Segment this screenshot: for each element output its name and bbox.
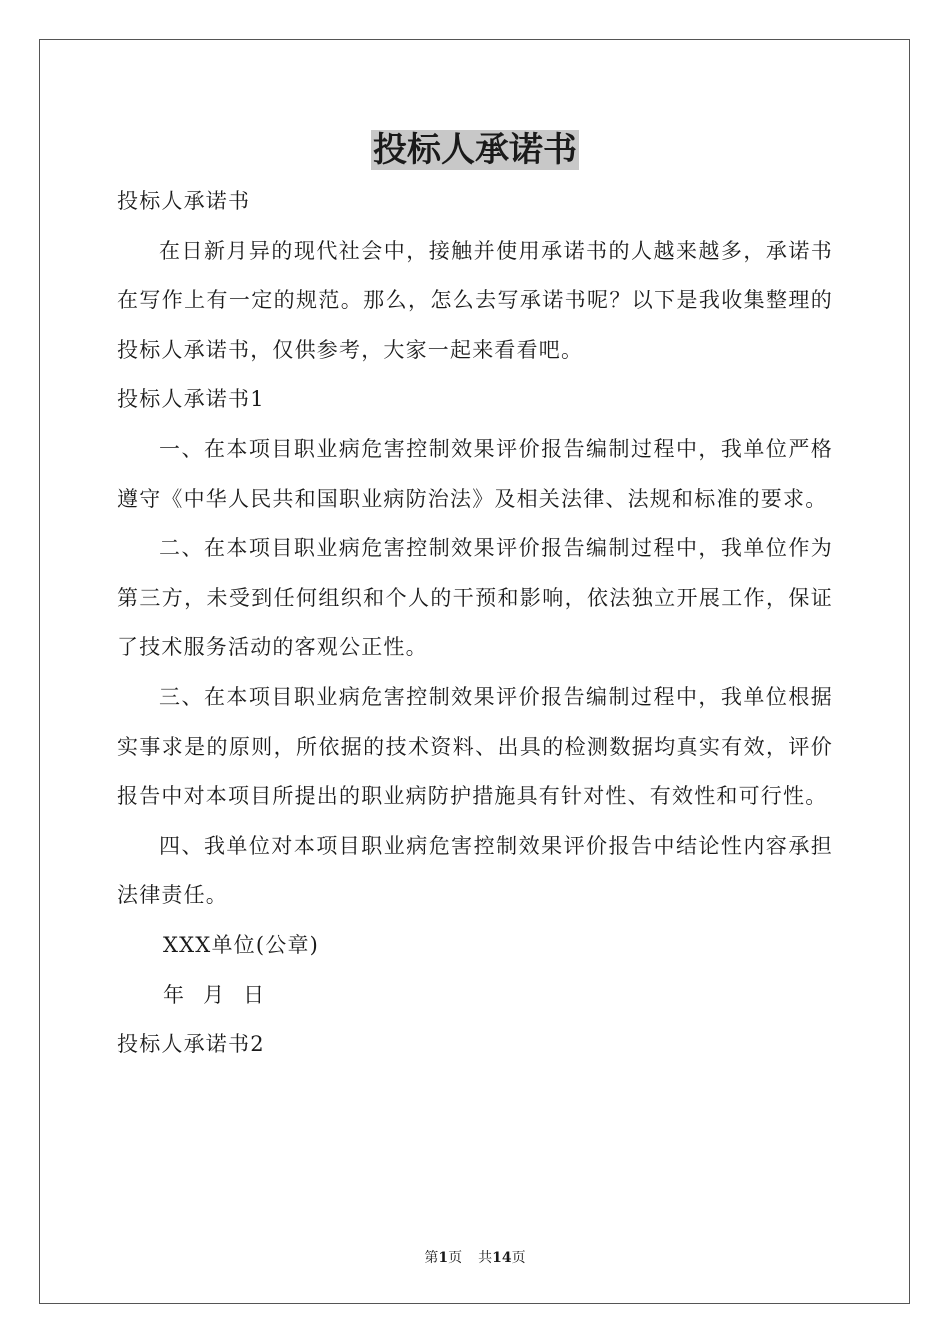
commitment-item-1: 一、在本项目职业病危害控制效果评价报告编制过程中，我单位严格遵守《中华人民共和国职业病防治法》及相关法律、法规和标准的要求。 [117,436,833,511]
document-title-text: 投标人承诺书 [373,130,577,170]
document-title [0,128,950,172]
intro-paragraph: 在日新月异的现代社会中，接触并使用承诺书的人越来越多，承诺书在写作上有一定的规范。那么，怎么去写承诺书呢？以下是我收集整理的投标人承诺书，仅供参考，大家一起来看看吧。 [117,238,833,362]
commitment-item-2: 二、在本项目职业病危害控制效果评价报告编制过程中，我单位作为第三方，未受到任何组织和个人的干预和影响，依法独立开展工作，保证了技术服务活动的客观公正性。 [117,536,833,660]
signature-date: 年 月 日 [163,982,266,1007]
section-heading-2: 投标人承诺书2 [117,1032,265,1057]
total-prefix: 共 [478,1250,493,1266]
page-footer [0,1248,950,1268]
total-suffix: 页 [511,1250,526,1266]
current-page-number: 1 [438,1250,449,1266]
section-heading-1: 投标人承诺书1 [117,387,265,412]
commitment-item-3: 三、在本项目职业病危害控制效果评价报告编制过程中，我单位根据实事求是的原则，所依据的技术资料、出具的检测数据均真实有效，评价报告中对本项目所提出的职业病防护措施具有针对性、有效性和可行性。 [117,684,833,809]
commitment-item-4: 四、我单位对本项目职业病危害控制效果评价报告中结论性内容承担法律责任。 [117,833,833,908]
page-suffix: 页 [448,1250,463,1266]
total-page-number: 14 [492,1250,512,1266]
page-prefix: 第 [424,1250,439,1266]
signature-unit: XXX单位(公章) [163,932,320,957]
document-body [117,177,833,1070]
intro-heading: 投标人承诺书 [117,189,251,213]
